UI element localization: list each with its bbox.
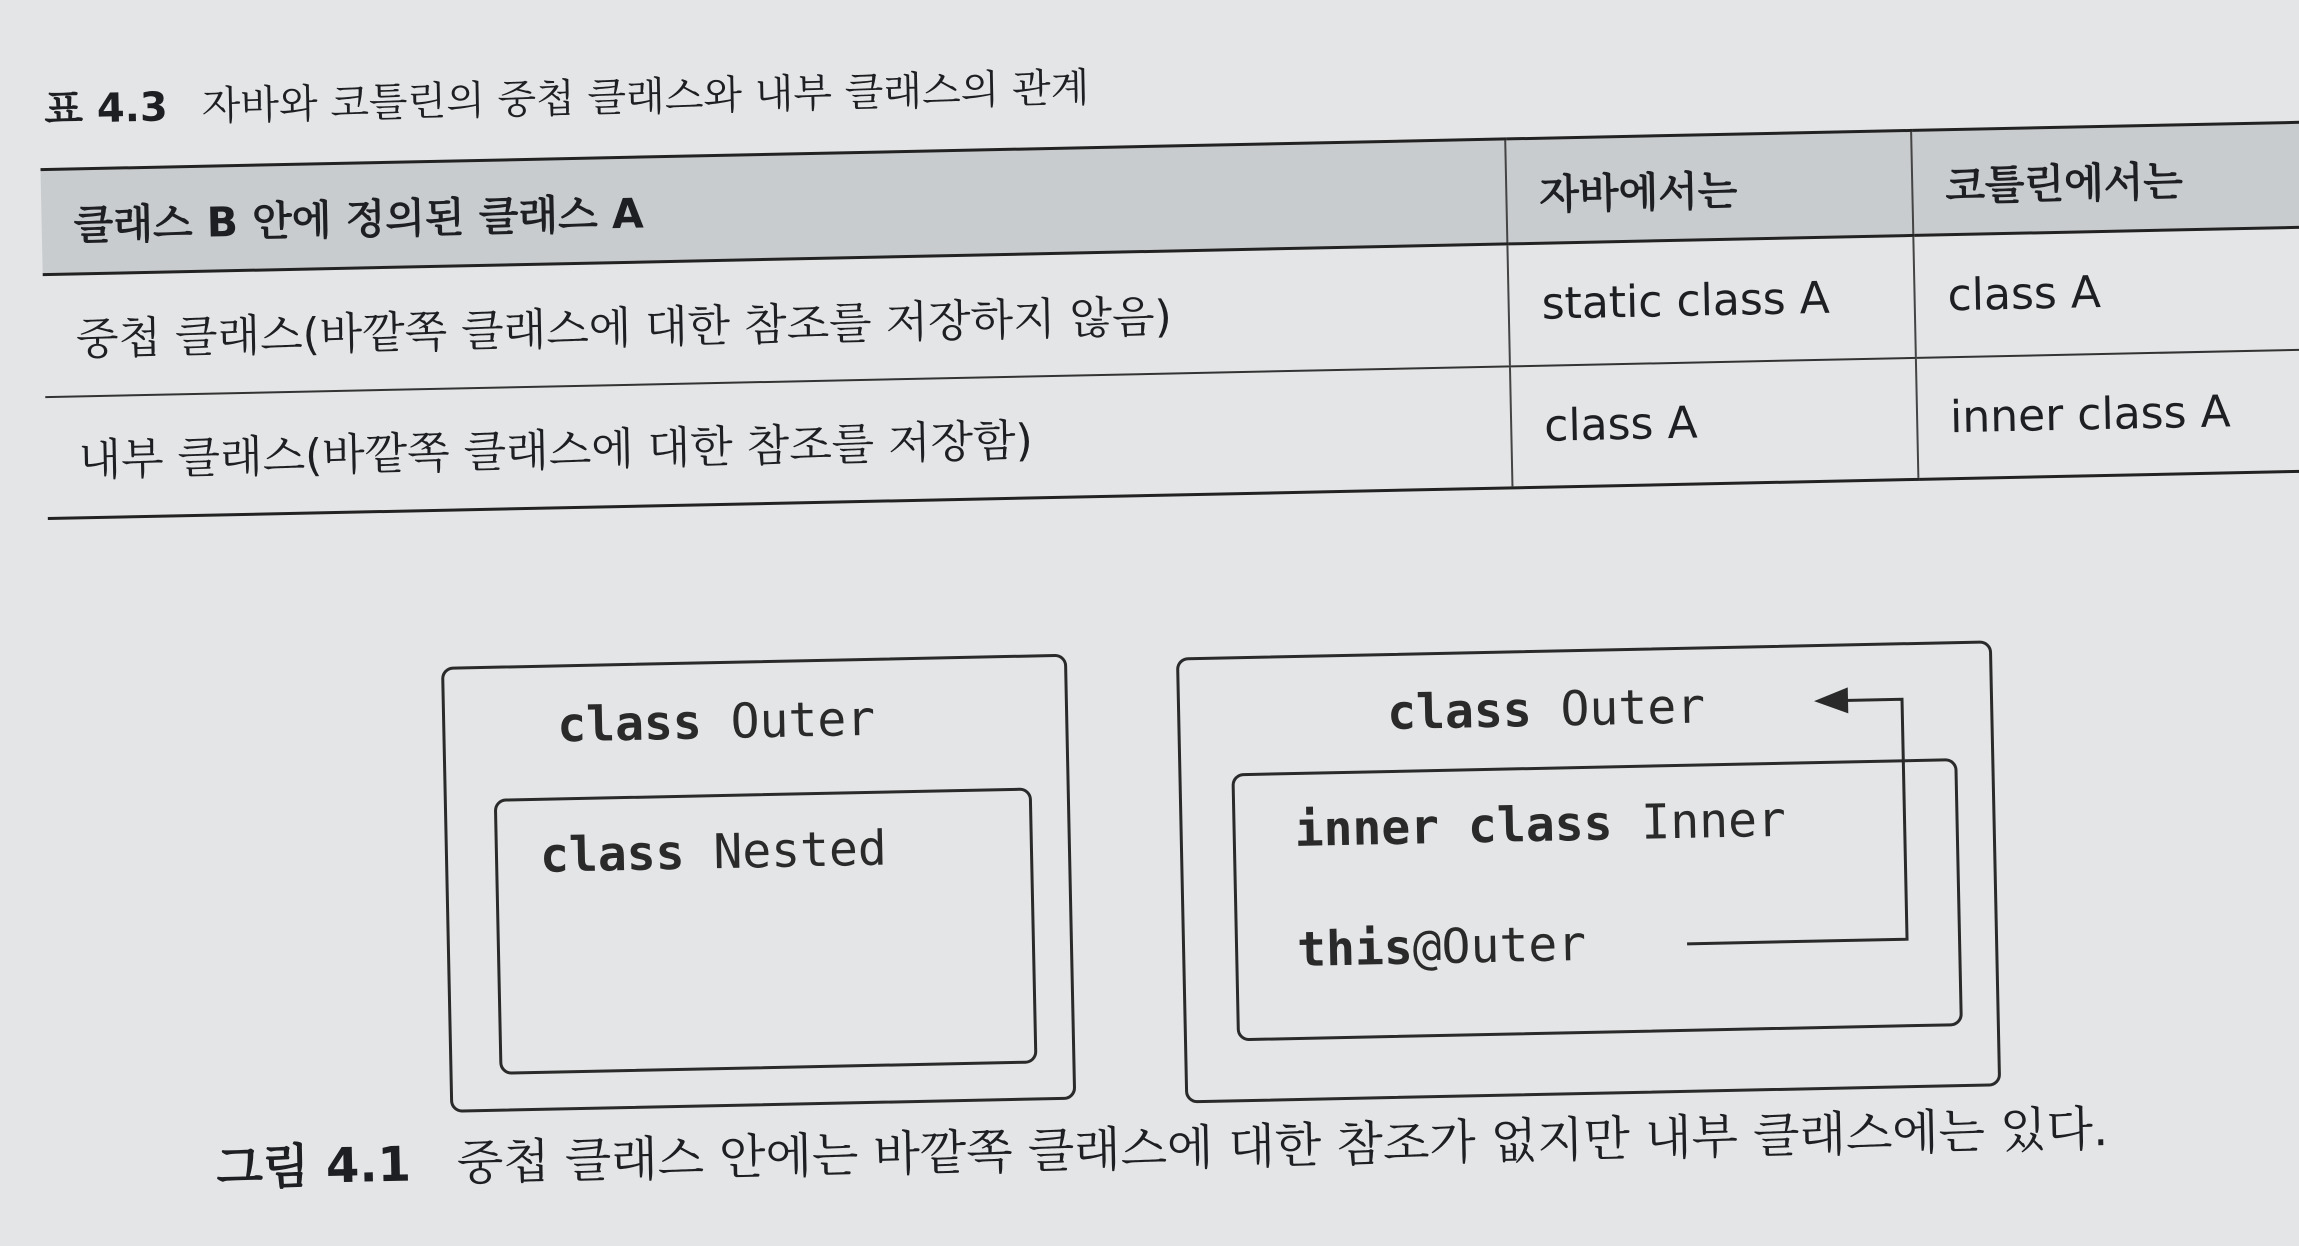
header-java: 자바에서는 xyxy=(1505,130,1913,243)
right-outer-keyword: class xyxy=(1386,682,1533,742)
row-nested-label: 중첩 클래스(바깥쪽 클래스에 대한 참조를 저장하지 않음) xyxy=(43,244,1510,397)
right-inner-keyword: inner class xyxy=(1294,795,1614,859)
figure-caption-text: 중첩 클래스 안에는 바깥쪽 클래스에 대한 참조가 없지만 내부 클래스에는 있다. xyxy=(456,1101,2109,1192)
left-inner-name: Nested xyxy=(712,820,888,881)
reference-arrow-line xyxy=(1682,699,1907,944)
header-class-a: 클래스 B 안에 정의된 클래스 A xyxy=(41,139,1508,275)
table-caption-text: 자바와 코틀린의 중첩 클래스와 내부 클래스의 관계 xyxy=(201,65,1090,130)
right-outer-name: Outer xyxy=(1559,678,1706,738)
header-kotlin: 코틀린에서는 xyxy=(1911,122,2299,235)
left-inner-keyword: class xyxy=(539,824,686,884)
table-caption-number: 표 4.3 xyxy=(43,84,169,134)
left-outer-name: Outer xyxy=(730,690,876,750)
row-nested-java: static class A xyxy=(1507,235,1915,365)
right-inner-name: Inner xyxy=(1640,791,1787,851)
right-reference-keyword: this xyxy=(1296,919,1414,978)
right-reference-target: @Outer xyxy=(1412,915,1587,976)
figure-caption-number: 그림 4.1 xyxy=(215,1136,412,1197)
row-inner-kotlin: inner class A xyxy=(1916,349,2299,479)
row-inner-java: class A xyxy=(1510,357,1918,487)
row-nested-kotlin: class A xyxy=(1913,227,2299,357)
left-outer-keyword: class xyxy=(556,694,703,754)
reference-arrowhead xyxy=(1814,687,1849,714)
row-inner-label: 내부 클래스(바깥쪽 클래스에 대한 참조를 저장함) xyxy=(45,366,1512,519)
